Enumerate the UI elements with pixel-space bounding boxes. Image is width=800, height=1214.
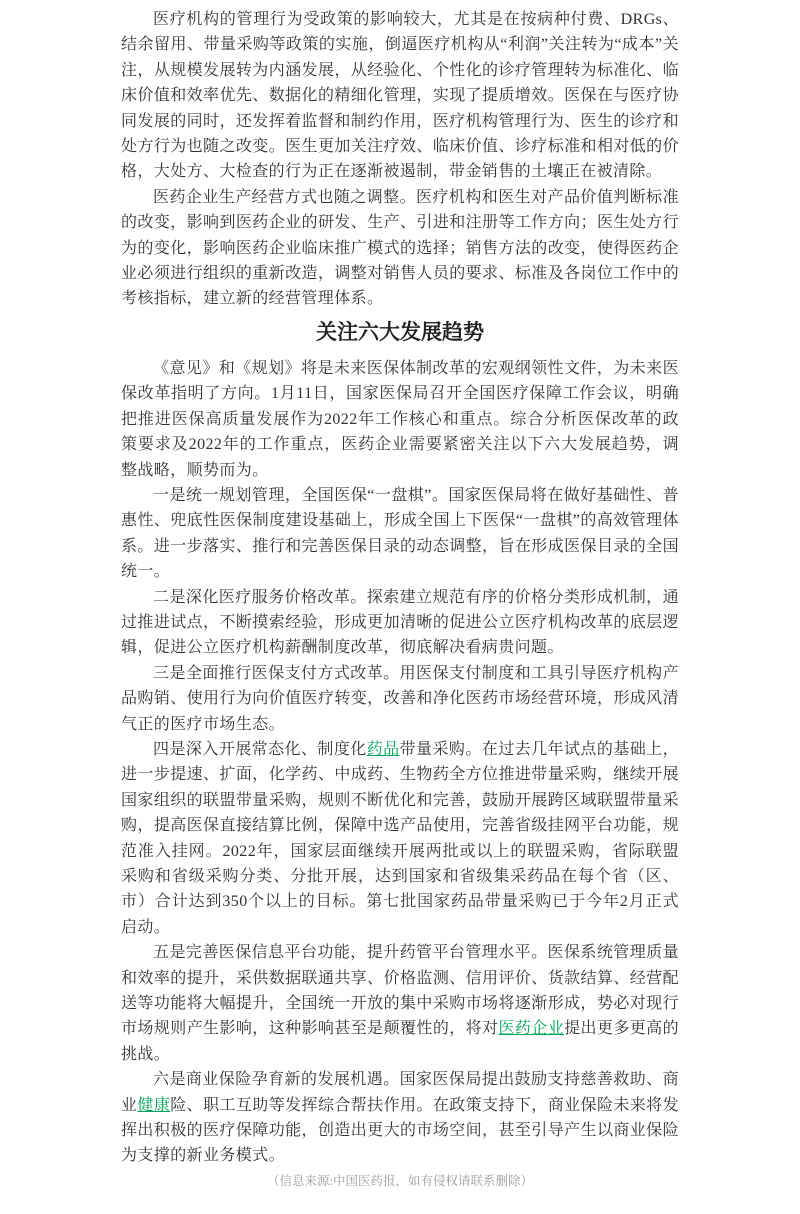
inline-link[interactable]: 药品 [366, 740, 400, 758]
source-attribution [121, 1169, 679, 1194]
paragraph [121, 585, 679, 661]
text-run: 三是全面推行医保支付方式改革。用医保支付制度和工具引导医疗机构产品购销、使用行为向价值医疗转变，改善和净化医药市场经营环境，形成风清气正的医疗市场生态。 [121, 664, 679, 733]
paragraph [121, 661, 679, 737]
text-run: 医疗机构的管理行为受政策的影响较大，尤其是在按病种付费、DRGs、结余留用、带量采购等政策的实施，倒逼医疗机构从“利润”关注转为“成本”关注，从规模发展转为内涵发展，从经验化、个性化的诊疗管理转为标准化、临床价值和效率优先、数据化的精细化管理，实现了提质增效。医保在与医疗协同发展的同时，还发挥着监督和制约作用，医疗机构管理行为、医生的诊疗和处方行为也随之改变。医生更加关注疗效、临床价值、诊疗标准和相对低的价格，大处方、大检查的行为正在逐渐被遏制，带金销售的土壤正在被清除。 [121, 11, 679, 181]
paragraph [121, 737, 679, 940]
section-heading [121, 317, 679, 347]
text-run: 五是完善医保信息平台功能，提升药管平台管理水平。医保系统管理质量和效率的提升，采供数据联通共享、价格监测、信用评价、货款结算、经营配送等功能将大幅提升，全国统一开放的集中采购市场将逐渐形成，势必对现行市场规则产生影响，这种影响甚至是颠覆性的，将对 [121, 944, 679, 1038]
text-run: 六是商业保险孕育新的发展机遇。国家医保局提出鼓励支持慈善救助、商业 [121, 1071, 679, 1114]
text-run: 关注六大发展趋势 [316, 319, 484, 344]
inline-link[interactable]: 医药企业 [498, 1020, 565, 1038]
paragraph [121, 940, 679, 1067]
text-run: （信息来源:中国医药报，如有侵权请联系删除） [267, 1173, 533, 1188]
text-run: 二是深化医疗服务价格改革。探索建立规范有序的价格分类形成机制，通过推进试点，不断摸索经验，形成更加清晰的促进公立医疗机构改革的底层逻辑，促进公立医疗机构薪酬制度改革，彻底解决看病贵问题。 [121, 588, 679, 657]
text-run: 医药企业生产经营方式也随之调整。医疗机构和医生对产品价值判断标准的改变，影响到医药企业的研发、生产、引进和注册等工作方向；医生处方行为的变化，影响医药企业临床推广模式的选择；销售方法的改变，使得医药企业必须进行组织的重新改造，调整对销售人员的要求、标准及各岗位工作中的考核指标，建立新的经营管理体系。 [121, 188, 679, 308]
text-run: 提出更多更高的挑战。 [121, 1020, 679, 1063]
paragraph [121, 483, 679, 585]
inline-link[interactable]: 健康 [137, 1096, 171, 1114]
paragraph [121, 7, 679, 185]
paragraph [121, 356, 679, 483]
paragraph [121, 185, 679, 312]
paragraph [121, 1067, 679, 1169]
article-content [121, 7, 679, 1194]
text-run: 带量采购。在过去几年试点的基础上，进一步提速、扩面，化学药、中成药、生物药全方位推进带量采购，继续开展国家组织的联盟带量采购，规则不断优化和完善，鼓励开展跨区域联盟带量采购，提高医保直接结算比例，保障中选产品使用，完善省级挂网平台功能，规范准入挂网。2022年，国家层面继续开展两批或以上的联盟采购，省际联盟采购和省级采购分类、分批开展，达到国家和省级集采药品在每个省（区、市）合计达到350个以上的目标。第七批国家药品带量采购已于今年2月正式启动。 [121, 740, 679, 936]
text-run: 险、职工互助等发挥综合帮扶作用。在政策支持下，商业保险未来将发挥出积极的医疗保障功能，创造出更大的市场空间，甚至引导产生以商业保险为支撑的新业务模式。 [121, 1096, 679, 1165]
text-run: 一是统一规划管理，全国医保“一盘棋”。国家医保局将在做好基础性、普惠性、兜底性医保制度建设基础上，形成全国上下医保“一盘棋”的高效管理体系。进一步落实、推行和完善医保目录的动态调整，旨在形成医保目录的全国统一。 [121, 486, 679, 581]
text-run: 四是深入开展常态化、制度化 [153, 740, 367, 758]
text-run: 《意见》和《规划》将是未来医保体制改革的宏观纲领性文件，为未来医保改革指明了方向。1月11日，国家医保局召开全国医疗保障工作会议，明确把推进医保高质量发展作为2022年工作核心和重点。综合分析医保改革的政策要求及2022年的工作重点，医药企业需要紧密关注以下六大发展趋势，调整战略，顺势而为。 [121, 359, 679, 479]
